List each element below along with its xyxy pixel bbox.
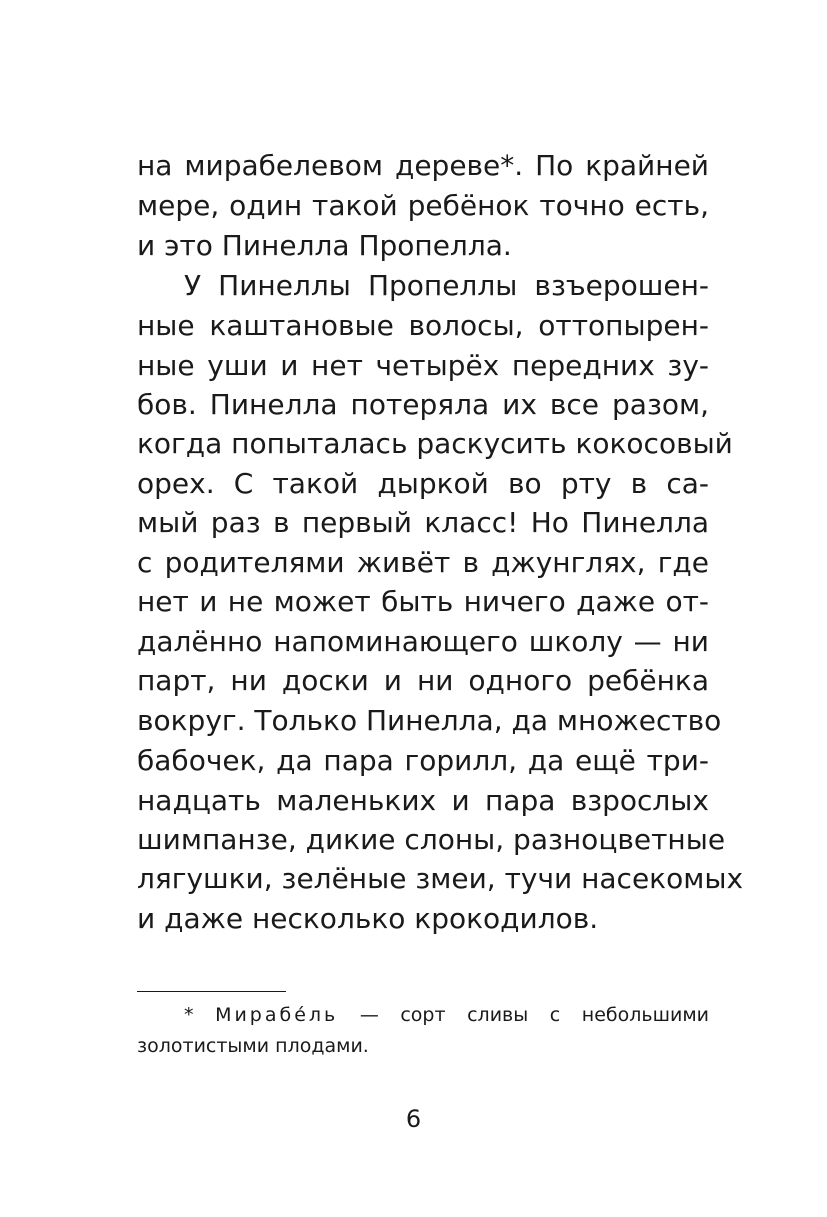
text-line: орех. С такой дыркой во рту в са- [137,467,709,500]
text-line: лягушки, зелёные змеи, тучи насекомых [137,862,744,895]
text-line: на мирабелевом дереве*. По крайней [137,149,709,182]
text-line: мый раз в первый класс! Но Пинелла [137,506,709,539]
text-line: и даже несколько крокодилов. [137,902,599,935]
text-line: когда попыталась раскусить кокосовый [137,427,733,460]
text-line: с родителями живёт в джунглях, где [137,546,709,579]
page-number: 6 [405,1105,422,1133]
text-line: надцать маленьких и пара взрослых [137,784,709,817]
text-line: бабочек, да пара горилл, да ещё три- [137,744,709,777]
footnote-line [184,1000,709,1030]
text-line: шимпанзе, дикие слоны, разноцветные [137,823,726,856]
text-line: ные каштановые волосы, оттопырен- [137,309,709,342]
footnote-divider [137,991,286,992]
text-line: бов. Пинелла потеряла их все разом, [137,388,709,421]
text-line: парт, ни доски и ни одного ребёнка [137,664,709,697]
footnote-definition: — сорт сливы с небольшими [338,1004,709,1026]
text-line: мере, один такой ребёнок точно есть, [137,189,709,222]
footnote-marker: * [184,1004,216,1026]
text-line: У Пинеллы Пропеллы взъерошен- [184,269,709,302]
text-line: и это Пинелла Пропелла. [137,229,512,262]
text-line: далённо напоминающего школу — ни [137,625,709,658]
footnote-term: Мирабе́ль [215,1004,339,1026]
text-line: нет и не может быть ничего даже от- [137,585,709,618]
footnote-line: золотистыми плодами. [137,1035,369,1057]
text-line: вокруг. Только Пинелла, да множество [137,704,722,737]
text-line: ные уши и нет четырёх передних зу- [137,349,709,382]
